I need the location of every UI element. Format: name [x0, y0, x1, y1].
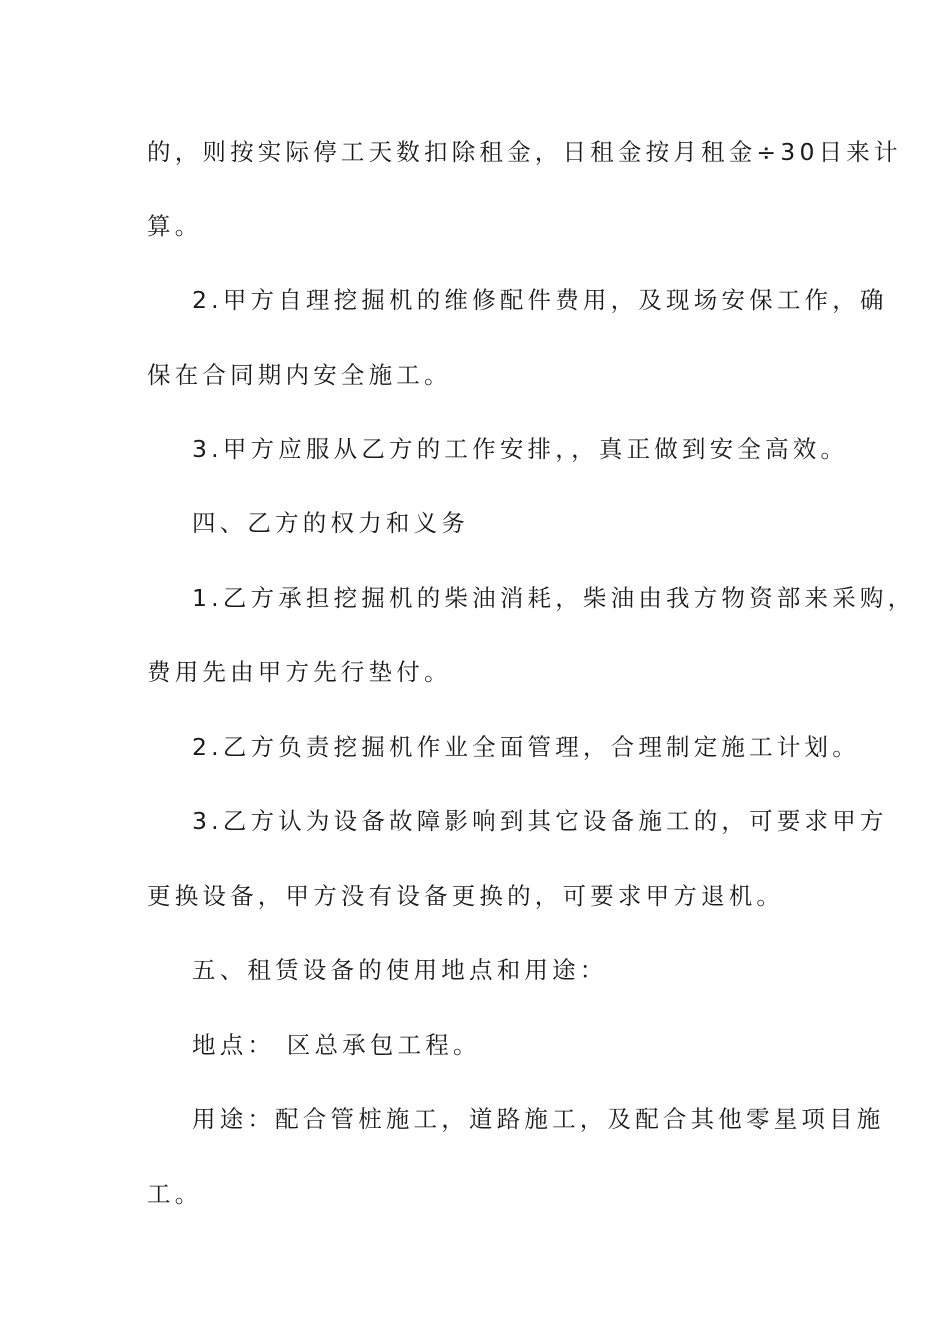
paragraph-line: 2.甲方自理挖掘机的维修配件费用，及现场安保工作，确 — [192, 286, 888, 314]
paragraph-line: 费用先由甲方先行垫付。 — [147, 658, 452, 686]
paragraph-line: 的，则按实际停工天数扣除租金，日租金按月租金÷30日来计 — [147, 138, 902, 166]
paragraph-line: 用途：配合管桩施工，道路施工，及配合其他零星项目施 — [192, 1105, 885, 1133]
section-heading: 五、租赁设备的使用地点和用途： — [192, 956, 608, 984]
paragraph-line: 算。 — [147, 212, 203, 240]
paragraph-line: 保在合同期内安全施工。 — [147, 361, 452, 389]
paragraph-line: 2.乙方负责挖掘机作业全面管理，合理制定施工计划。 — [192, 733, 860, 761]
paragraph-line: 地点： 区总承包工程。 — [192, 1031, 481, 1059]
paragraph-line: 3.乙方认为设备故障影响到其它设备施工的，可要求甲方 — [192, 807, 888, 835]
paragraph-line: 工。 — [147, 1180, 203, 1208]
section-heading: 四、乙方的权力和义务 — [192, 509, 469, 537]
paragraph-line: 3.甲方应服从乙方的工作安排，，真正做到安全高效。 — [192, 435, 849, 463]
paragraph-line: 1.乙方承担挖掘机的柴油消耗，柴油由我方物资部来采购， — [192, 584, 916, 612]
paragraph-line: 更换设备，甲方没有设备更换的，可要求甲方退机。 — [147, 882, 785, 910]
